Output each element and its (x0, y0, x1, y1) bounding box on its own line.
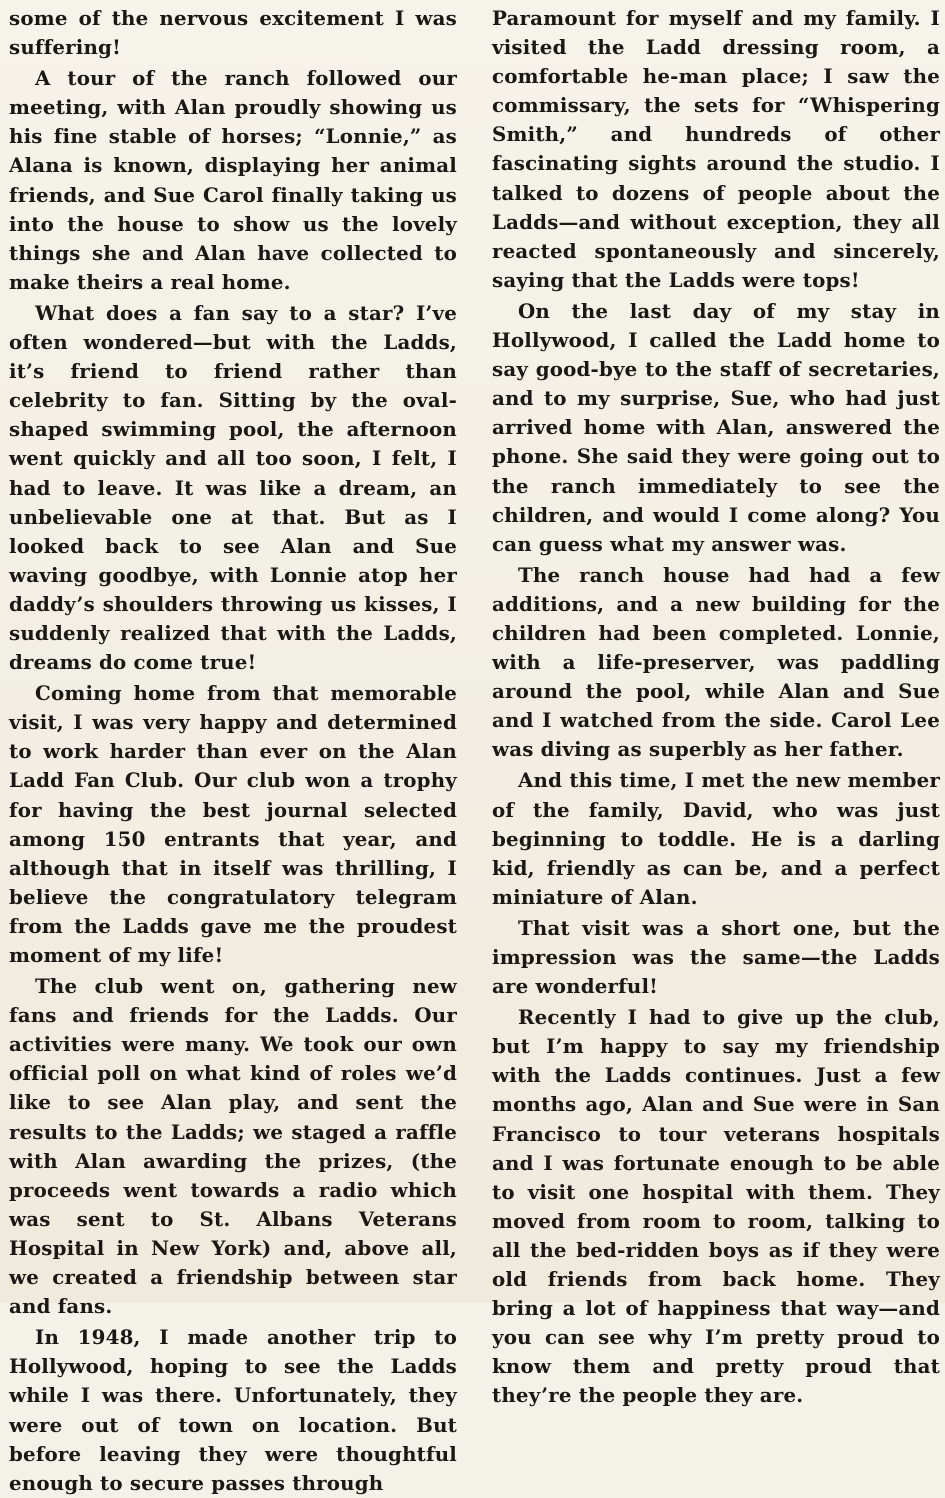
left-text-column (9, 4, 457, 1498)
paragraph: Coming home from that memorable visit, I was very happy and determined to work harder than ever on the Alan Ladd Fan Club. Our club won a trophy for having the best journal selected among 150 entrants that year, and although that in itself was thrilling, I believe the congratulatory telegram from the Ladds gave me the proudest moment of my life! (9, 681, 457, 967)
paragraph: And this time, I met the new member of the family, David, who was just beginning to toddle. He is a darling kid, friendly as can be, and a perfect miniature of Alan. (492, 768, 940, 909)
paragraph: some of the nervous excitement I was suffering! (9, 6, 457, 60)
paragraph: On the last day of my stay in Hollywood, I called the Ladd home to say good-bye to the staff of secretaries, and to my surprise, Sue, who had just arrived home with Alan, answered the phone. She said they were going out to the ranch immediately to see the children, and would I come along? You can guess what my answer was. (492, 298, 940, 556)
paragraph: That visit was a short one, but the impression was the same—the Ladds are wonderful! (492, 915, 940, 999)
paragraph: The club went on, gathering new fans and friends for the Ladds. Our activities were many. We took our own official poll on what kind of roles we’d like to see Alan play, and sent the results to the Ladds; we staged a raffle with Alan awarding the prizes, (the proceeds went towards a radio which was sent to St. Albans Veterans Hospital in New York) and, above all, we created a friendship between star and fans. (9, 974, 457, 1319)
paragraph: Paramount for myself and my family. I visited the Ladd dressing room, a comfortable he-man place; I saw the commissary, the sets for “Whispering Smith,” and hundreds of other fascinating sights around the studio. I talked to dozens of people about the Ladds—and without exception, they all reacted spontaneously and sincerely, saying that the Ladds were tops! (492, 6, 940, 292)
right-text-column (492, 4, 940, 1411)
paragraph: A tour of the ranch followed our meeting, with Alan proudly showing us his fine stable of horses; “Lonnie,” as Alana is known, displaying her animal friends, and Sue Carol finally taking us into the house to show us the lovely things she and Alan have collected to make theirs a real home. (9, 66, 457, 294)
paragraph: What does a fan say to a star? I’ve often wondered—but with the Ladds, it’s friend to friend rather than celebrity to fan. Sitting by the oval-shaped swimming pool, the afternoon went quickly and all too soon, I felt, I had to leave. It was like a dream, an unbelievable one at that. But as I looked back to see Alan and Sue waving goodbye, with Lonnie atop her daddy’s shoulders throwing us kisses, I suddenly realized that with the Ladds, dreams do come true! (9, 300, 457, 675)
paragraph: In 1948, I made another trip to Hollywood, hoping to see the Ladds while I was there. Unfortunately, they were out of town on location. But before leaving they were thoughtful enough to secure passes through (9, 1325, 457, 1495)
paragraph: Recently I had to give up the club, but I’m happy to say my friendship with the Ladds continues. Just a few months ago, Alan and Sue were in San Francisco to tour veterans hospitals and I was fortunate enough to be able to visit one hospital with them. They moved from room to room, talking to all the bed-ridden boys as if they were old friends from back home. They bring a lot of happiness that way—and you can see why I’m pretty proud to know them and pretty proud that they’re the people they are. (492, 1005, 940, 1408)
paragraph: The ranch house had had a few additions, and a new building for the children had been completed. Lonnie, with a life-preserver, was paddling around the pool, while Alan and Sue and I watched from the side. Carol Lee was diving as superbly as her father. (492, 562, 940, 762)
